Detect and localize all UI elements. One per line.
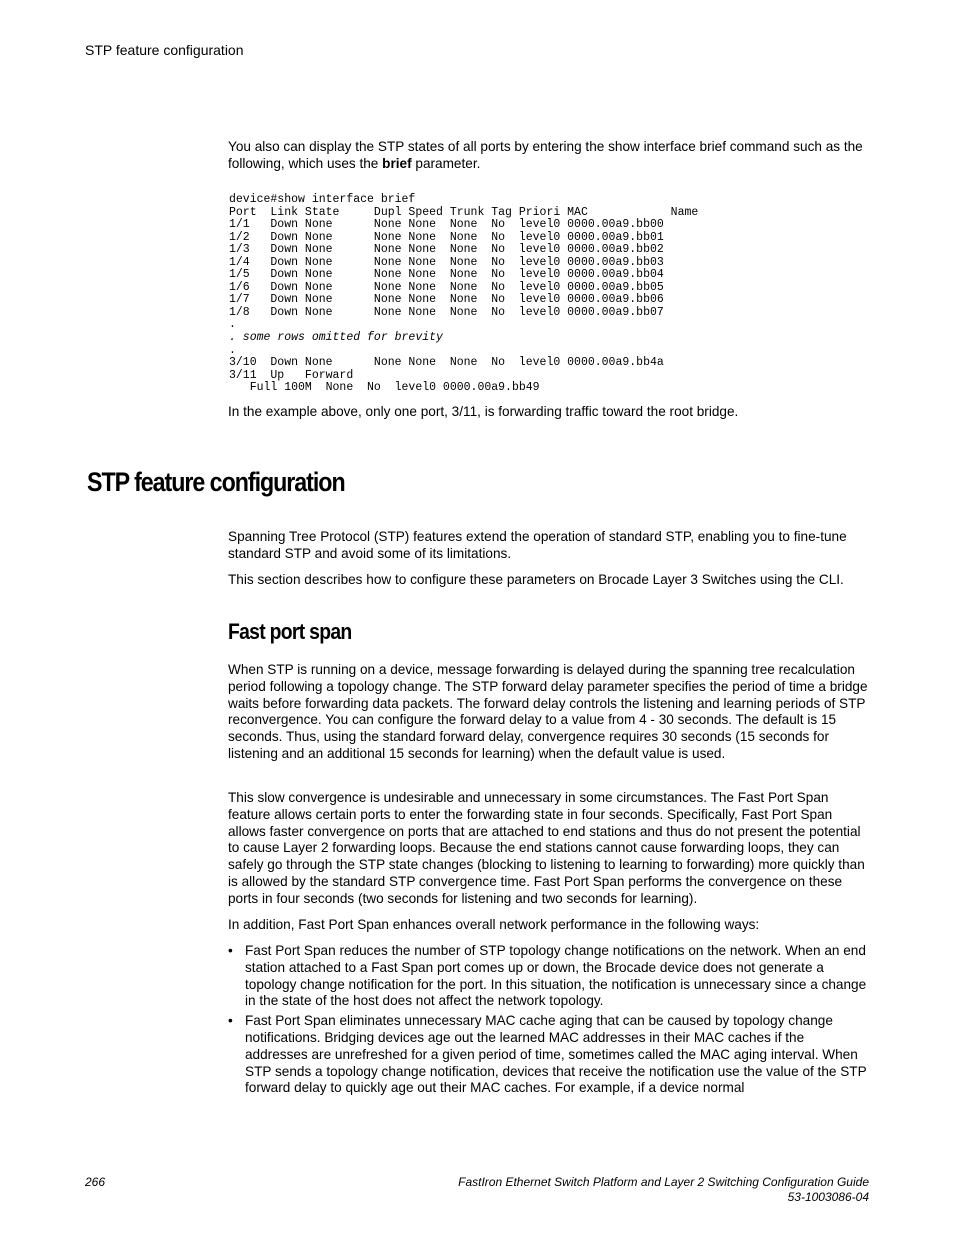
- section-paragraph: Spanning Tree Protocol (STP) features extend the operation of standard STP, enabling you to fine-tune standard STP and avoid some of its limitations.: [228, 529, 847, 561]
- cli-row: 1/6 Down None None None None No level0 0000.00a9.bb05: [229, 280, 664, 294]
- fast-port-span-paragraph: This slow convergence is undesirable and unnecessary in some circumstances. The Fast Port Span feature allows certain ports to enter the forwarding state in four seconds. Specifically, Fast Port Span allows faster convergence on ports that are attached to end stations and thus do not present the potential to cause Layer 2 forwarding loops. Because the end stations cannot cause forwarding loops, they can safely go through the STP state changes (blocking to listening to learning to forwarding) more quickly than is allowed by the standard STP convergence time. Fast Port Span performs the convergence on these ports in four seconds (two seconds for listening and two seconds for learning).: [228, 790, 865, 906]
- list-item: [228, 943, 868, 1010]
- cli-row: 3/10 Down None None None None No level0 0000.00a9.bb4a: [229, 356, 664, 370]
- intro-paragraph: [228, 139, 868, 173]
- list-item-text: Fast Port Span eliminates unnecessary MAC cache aging that can be caused by topology change notifications. Bridging devices age out the learned MAC addresses in their MAC caches if the addresses are unrefreshed for a given period of time, sometimes called the MAC aging interval. When STP sends a topology change notification, devices that receive the notification use the value of the STP forward delay to quickly age out their MAC caches. For example, if a device normal: [245, 1013, 867, 1096]
- cli-omitted-note: . some rows omitted for brevity: [229, 331, 443, 345]
- footer-guide-info: [458, 1175, 869, 1205]
- intro-bold-keyword: brief: [382, 155, 412, 171]
- cli-row: 1/7 Down None None None None No level0 0000.00a9.bb06: [229, 293, 664, 307]
- fast-port-span-paragraph: In addition, Fast Port Span enhances overall network performance in the following ways:: [228, 917, 760, 932]
- cli-row: 1/3 Down None None None None No level0 0000.00a9.bb02: [229, 243, 664, 257]
- intro-text-after: parameter.: [411, 155, 481, 171]
- page-number: 266: [85, 1175, 106, 1189]
- fast-port-span-paragraph: When STP is running on a device, message forwarding is delayed during the spanning tree recalculation period following a topology change. The STP forward delay parameter specifies the period of time a bridge waits before forwarding data packets. The forward delay controls the listening and learning periods of STP reconvergence. You can configure the forward delay to a value from 4 - 30 seconds. The default is 15 seconds. Thus, using the standard forward delay, convergence requires 30 seconds (15 seconds for listening and an additional 15 seconds for learning) when the default value is used.: [228, 662, 868, 761]
- cli-row: Full 100M None No level0 0000.00a9.bb49: [229, 381, 540, 395]
- cli-ellipsis: .: [229, 318, 236, 332]
- cli-row: 1/1 Down None None None None No level0 0000.00a9.bb00: [229, 218, 664, 232]
- list-item-text: Fast Port Span reduces the number of STP topology change notifications on the network. When an end station attached to a Fast Span port comes up or down, the Brocade device does not generate a topology change notification for the port. In this situation, the notification is unnecessary since a change in the state of the host does not affect the network topology.: [245, 943, 867, 1009]
- list-item: [228, 1013, 868, 1097]
- bullet-marker: •: [228, 1013, 233, 1029]
- cli-row: 1/2 Down None None None None No level0 0000.00a9.bb01: [229, 230, 664, 244]
- section-paragraph: This section describes how to configure these parameters on Brocade Layer 3 Switches using the CLI.: [228, 572, 844, 587]
- cli-ellipsis: .: [229, 343, 236, 357]
- cli-header-row: Port Link State Dupl Speed Trunk Tag Priori MAC Name: [229, 205, 699, 219]
- bullet-marker: •: [228, 943, 233, 958]
- cli-row: 1/5 Down None None None None No level0 0000.00a9.bb04: [229, 268, 664, 282]
- benefits-list: [228, 943, 868, 1100]
- cli-row: 3/11 Up Forward: [229, 368, 354, 382]
- after-example-paragraph: In the example above, only one port, 3/11, is forwarding traffic toward the root bridge.: [228, 404, 739, 419]
- cli-example: [229, 194, 698, 395]
- cli-row: 1/8 Down None None None None No level0 0000.00a9.bb07: [229, 305, 664, 319]
- section-title: STP feature configuration: [87, 467, 345, 497]
- intro-text-before: You also can display the STP states of all ports by entering the show interface brief command such as the following, which uses the: [228, 139, 863, 171]
- footer-guide-title: FastIron Ethernet Switch Platform and Layer 2 Switching Configuration Guide: [458, 1175, 869, 1189]
- footer-doc-number: 53-1003086-04: [787, 1190, 869, 1204]
- subsection-title: Fast port span: [228, 619, 352, 644]
- cli-row: 1/4 Down None None None None No level0 0000.00a9.bb03: [229, 255, 664, 269]
- running-header: STP feature configuration: [85, 42, 244, 58]
- cli-command: device#show interface brief: [229, 193, 416, 206]
